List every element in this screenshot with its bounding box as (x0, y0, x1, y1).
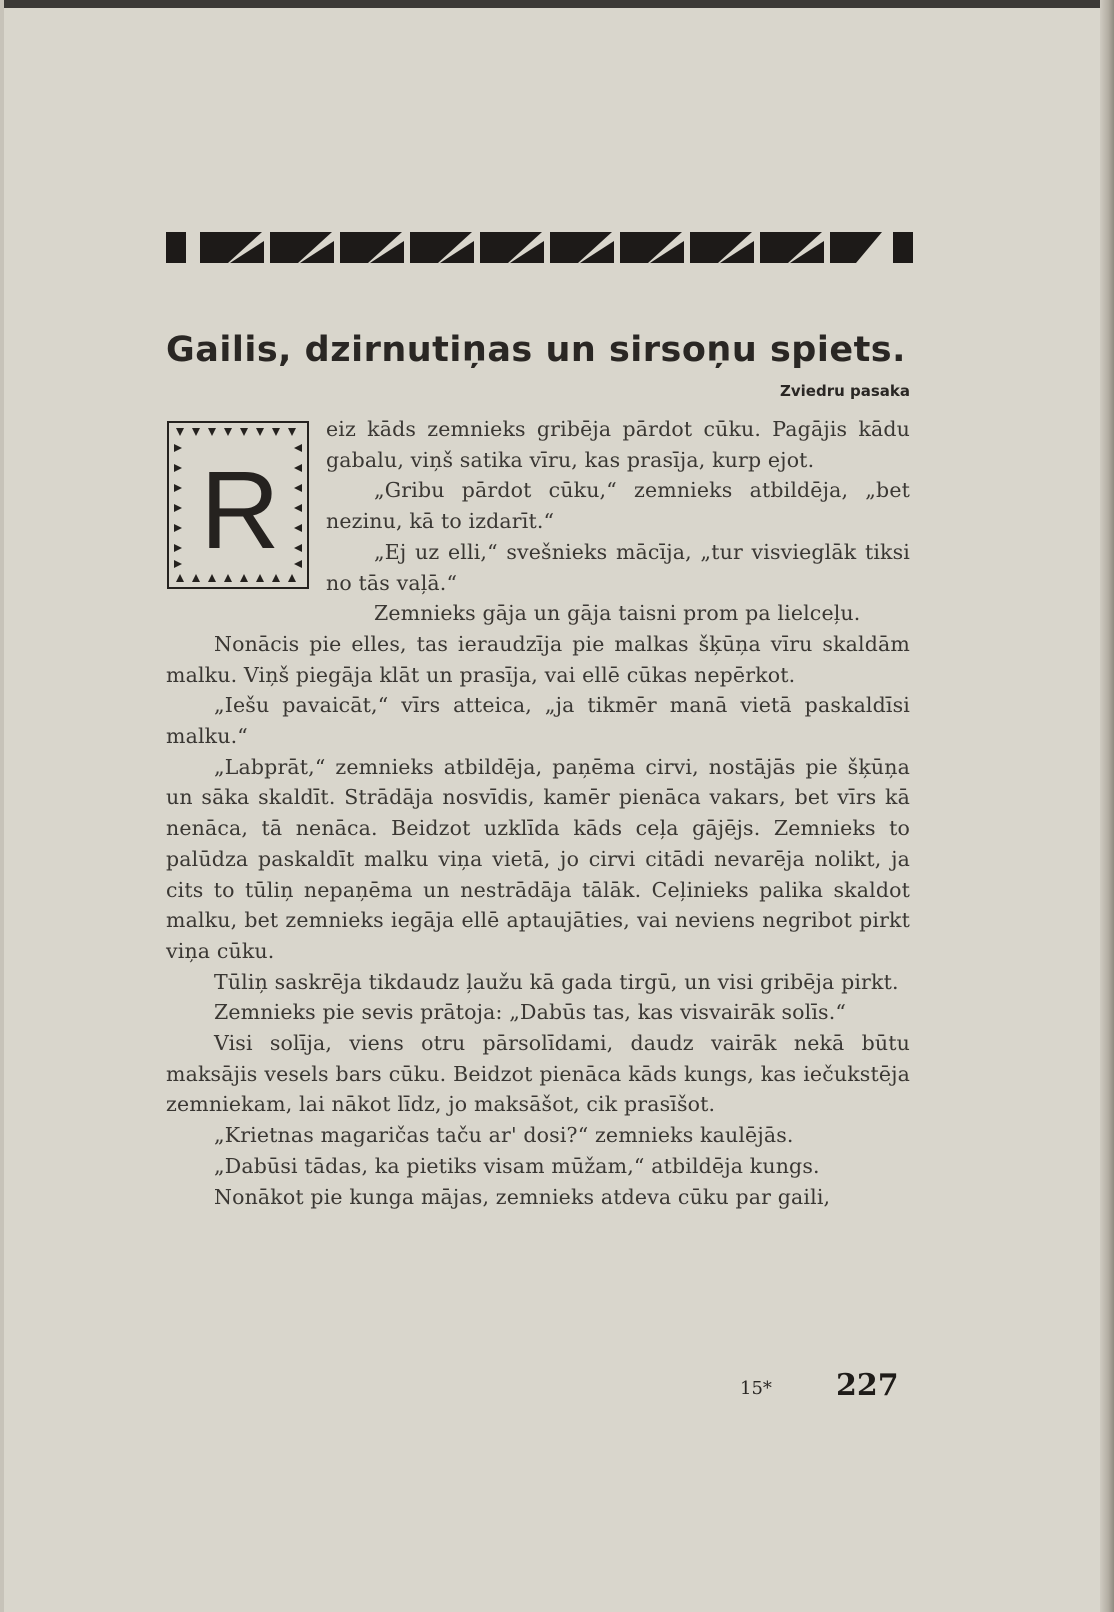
paragraph: Tūliņ saskrēja tikdaudz ļaužu kā gada tirgū, un visi gribēja pirkt. (214, 969, 899, 994)
paragraph: „Ej uz elli,“ svešnieks mācīja, „tur visvieglāk tiksi no tās vaļā.“ (326, 539, 910, 595)
story-title: Gailis, dzirnutiņas un sirsoņu spiets. (166, 330, 906, 370)
paragraph: eiz kāds zemnieks gribēja pārdot cūku. Pagājis kādu gabalu, viņš satika vīru, kas prasīja, kurp ejot. (326, 417, 910, 472)
page-left-edge (0, 0, 4, 1612)
paragraph: Zemnieks gāja un gāja taisni prom pa lielceļu. (374, 601, 861, 626)
paragraph: Nonācis pie elles, tas ieraudzīja pie malkas šķūņa vīru skaldām malku. Viņš piegāja klāt un prasīja, vai ellē cūkas nepērkot. (166, 631, 910, 687)
page-binding-edge (1100, 0, 1114, 1612)
story-subtitle: Zviedru pasaka (779, 382, 910, 400)
paragraph: „Krietnas magaričas taču ar' dosi?“ zemnieks kaulējās. (214, 1123, 794, 1148)
paragraph: „Dabūsi tādas, ka pietiks visam mūžam,“ atbildēja kungs. (214, 1153, 820, 1178)
signature-mark: 15* (740, 1378, 772, 1399)
page-number: 227 (836, 1368, 899, 1403)
drop-cap-letter: R (200, 449, 280, 572)
paragraph: „Labprāt,“ zemnieks atbildēja, paņēma cirvi, nostājās pie šķūņa un sāka skaldīt. Strādāja nosvīdis, kamēr pienāca vakars, bet vīrs kā nenāca, tā nenāca. Beidzot uzklīda kāds ceļa gājējs. Zemnieks to palūdza paskaldīt malku viņa vietā, jo cirvi citādi nevarēja nolikt, ja cits to tūliņ nepaņēma un nestrādāja tālāk. Ceļinieks palika skaldot malku, bet zemnieks iegāja ellē aptaujāties, vai neviens negribot pirkt viņa cūku. (166, 754, 910, 963)
decorative-border-ornament (166, 230, 913, 265)
story-body (166, 414, 910, 1212)
paragraph: „Iešu pavaicāt,“ vīrs atteica, „ja tikmēr manā vietā paskaldīsi malku.“ (166, 693, 910, 749)
page-top-edge (0, 0, 1114, 8)
paragraph: Zemnieks pie sevis prātoja: „Dabūs tas, kas visvairāk solīs.“ (214, 1000, 846, 1025)
paragraph: „Gribu pārdot cūku,“ zemnieks atbildēja, „bet nezinu, kā to izdarīt.“ (326, 478, 910, 534)
paragraph: Visi solīja, viens otru pārsolīdami, daudz vairāk nekā būtu maksājis vesels bars cūku. Beidzot pienāca kāds kungs, kas iečukstēja zemniekam, lai nākot līdz, jo maksāšot, cik prasīšot. (166, 1031, 910, 1117)
paragraph: Nonākot pie kunga mājas, zemnieks atdeva cūku par gaili, (214, 1184, 831, 1209)
drop-cap-spacer (166, 414, 326, 600)
